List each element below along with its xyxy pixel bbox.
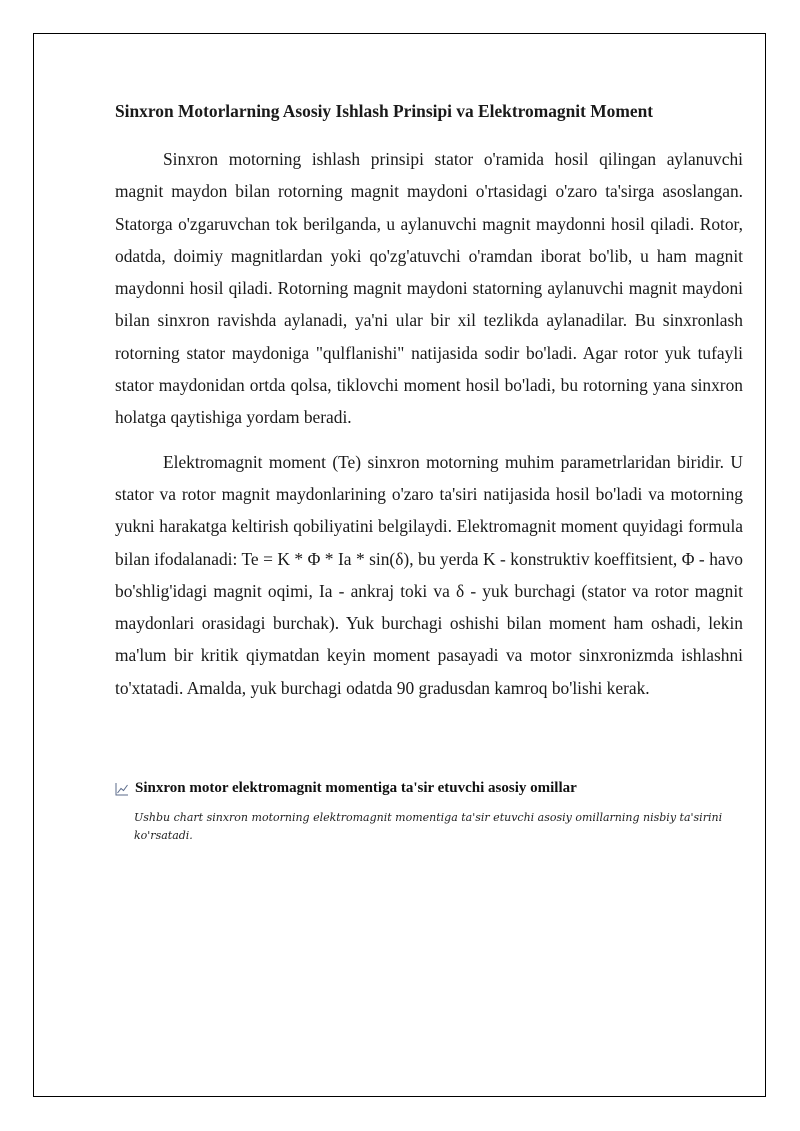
chart-caption: Ushbu chart sinxron motorning elektromagnit momentiga ta'sir etuvchi asosiy omillarning nisbiy ta'sirini ko'rsatadi. [134,811,723,842]
chart-line-icon [115,782,129,796]
document-title: Sinxron Motorlarning Asosiy Ishlash Prinsipi va Elektromagnit Moment [115,101,654,121]
paragraph-torque: Elektromagnit moment (Te) sinxron motorning muhim parametrlaridan biridir. U stator va rotor magnit maydonlarining o'zaro ta'siri natijasida hosil bo'ladi va motorning yukni harakatga keltirish qobiliyatini belgilaydi. Elektromagnit moment quyidagi formula bilan ifodalanadi: Te = K * Φ * Ia * sin(δ), bu yerda K - konstruktiv koeffitsient, Φ - havo bo'shlig'idagi magnit oqimi, Ia - ankraj toki va δ - yuk burchagi (stator va rotor magnit maydonlari orasidagi burchak). Yuk burchagi oshishi bilan moment ham oshadi, lekin ma'lum bir kritik qiymatdan keyin moment pasayadi va motor sinxronizmda ishlashni to'xtatadi. Amalda, yuk burchagi odatda 90 gradusdan kamroq bo'lishi kerak. [115,451,743,698]
paragraph-principle: Sinxron motorning ishlash prinsipi stator o'ramida hosil qilingan aylanuvchi magnit maydon bilan rotorning magnit maydoni o'rtasidagi o'zaro ta'sirga asoslangan. Statorga o'zgaruvchan tok berilganda, u aylanuvchi magnit maydonni hosil qiladi. Rotor, odatda, doimiy magnitlardan yoki qo'zg'atuvchi o'ramdan iborat bo'lib, u ham magnit maydonni hosil qiladi. Rotorning magnit maydoni statorning aylanuvchi magnit maydoni bilan sinxron ravishda aylanadi, ya'ni ular bir xil tezlikda aylanadilar. Bu sinxronlash rotorning stator maydoniga "qulflanishi" natijasida sodir bo'ladi. Agar rotor yuk tufayli stator maydonidan ortda qolsa, tiklovchi moment hosil bo'ladi, bu rotorning yana sinxron holatga qaytishiga yordam beradi. [115,149,743,428]
chart-heading-text: Sinxron motor elektromagnit momentiga ta'sir etuvchi asosiy omillar [135,780,577,796]
chart-section-heading [115,780,577,797]
document-body [115,98,743,716]
